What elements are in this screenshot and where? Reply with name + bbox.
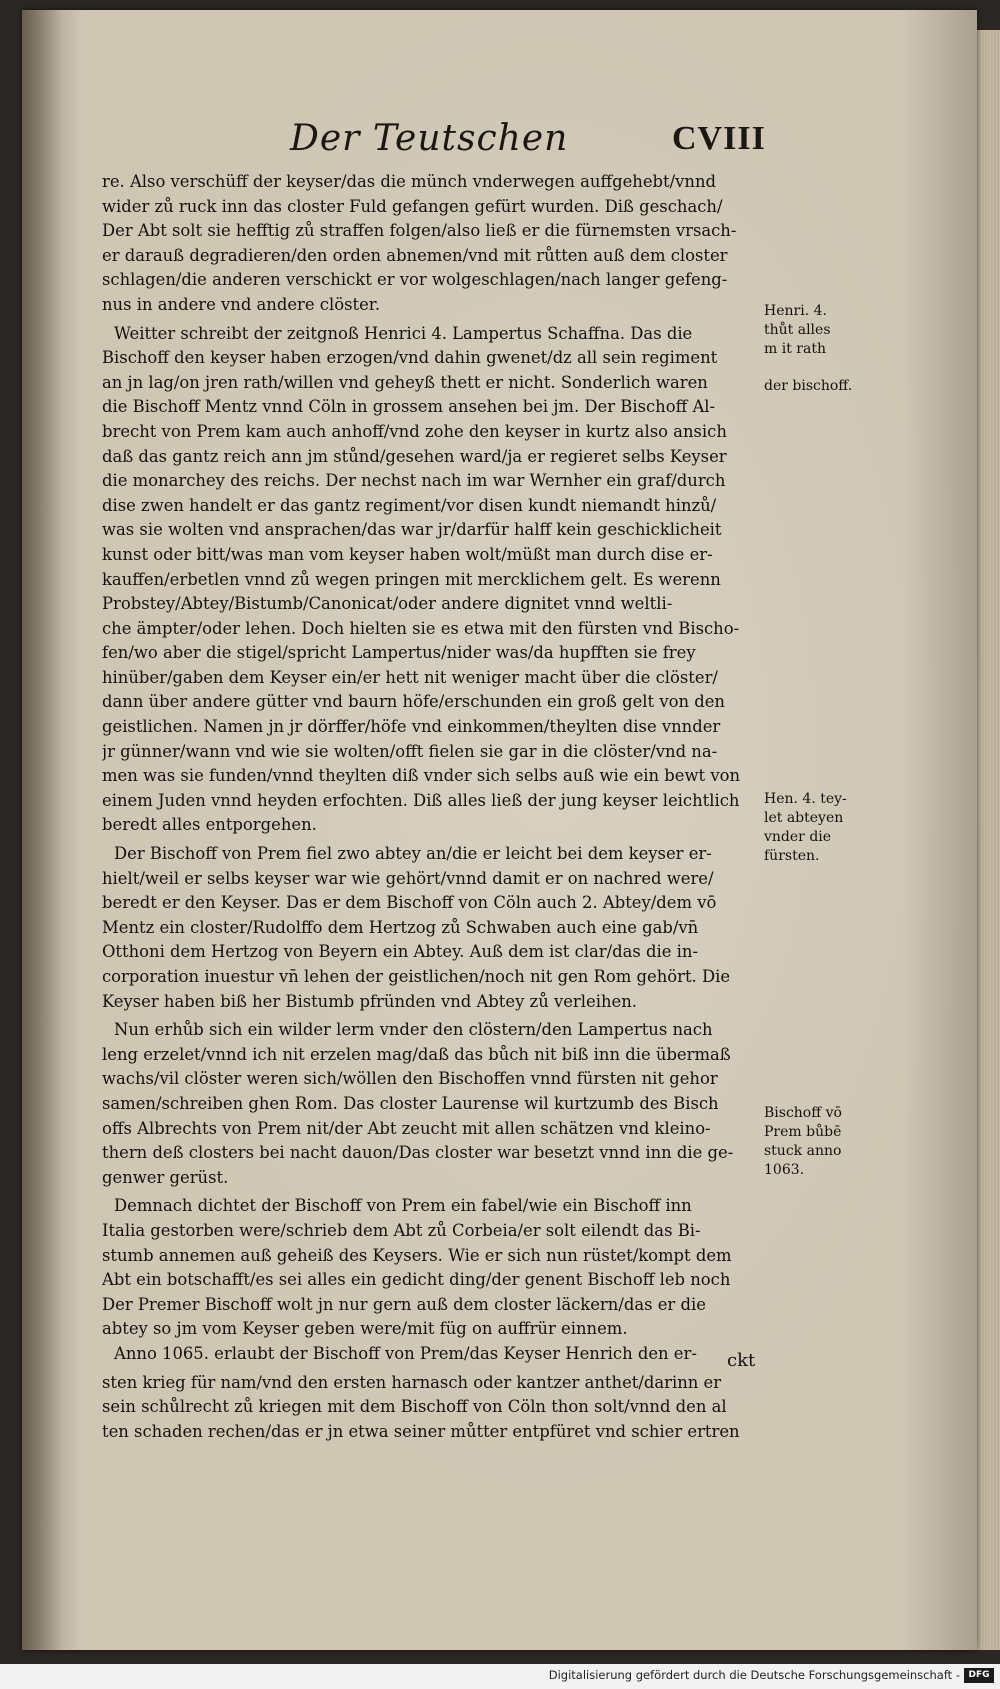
text-line: die Bischoff Mentz vnnd Cöln in grossem ansehen bei jm. Der Bischoff Al- (102, 397, 716, 417)
text-line: samen/schreiben ghen Rom. Das closter Laurense wil kurtzumb des Bisch (102, 1093, 719, 1113)
text-line: er darauß degradieren/den orden abnemen/vnd mit růtten auß dem closter (102, 245, 728, 265)
text-line: Otthoni dem Hertzog von Beyern ein Abtey. Auß dem ist clar/das die in- (102, 942, 699, 962)
main-text-block (102, 170, 762, 1444)
gutter-shadow (22, 10, 62, 1650)
margin-note-line: stuck anno (764, 1143, 842, 1159)
text-line: dann über andere gütter vnd baurn höfe/erschunden ein groß gelt von den (102, 692, 725, 712)
catchword: ckt (727, 1350, 756, 1371)
margin-note-line: thůt alles (764, 322, 831, 338)
text-line: kauffen/erbetlen vnnd zů wegen pringen mit mercklichem gelt. Es werenn (102, 569, 721, 589)
margin-note-bischoff-prem (764, 1104, 874, 1180)
text-line: fen/wo aber die stigel/spricht Lampertus/nider was/da hupfften sie frey (102, 643, 696, 663)
digitization-footer (0, 1664, 1000, 1689)
text-line: Der Abt solt sie hefftig zů straffen folgen/also ließ er die fürnemsten vrsach- (102, 221, 737, 241)
text-line: hielt/weil er selbs keyser war wie gehört/vnnd damit er on nachred were/ (102, 868, 714, 888)
margin-note-line: Hen. 4. tey- (764, 791, 847, 807)
margin-note-line: m it rath (764, 341, 826, 357)
text-line: daß das gantz reich ann jm stůnd/gesehen ward/ja er regieret selbs Keyser (102, 446, 727, 466)
text-line: abtey so jm vom Keyser geben were/mit füg on auffrür einnem. (102, 1319, 628, 1339)
text-line: Mentz ein closter/Rudolffo dem Hertzog zů Schwaben auch eine gab/vn̄ (102, 917, 699, 937)
text-line: brecht von Prem kam auch anhoff/vnd zohe den keyser in kurtz also ansich (102, 421, 727, 441)
book-page (22, 10, 977, 1650)
text-line: ten schaden rechen/das er jn etwa seiner můtter entpfüret vnd schier ertren (102, 1421, 740, 1441)
margin-note-line: Henri. 4. (764, 303, 827, 319)
text-line: sein schůlrecht zů kriegen mit dem Bischoff von Cöln thon solt/vnnd den al (102, 1397, 727, 1417)
text-line: jr günner/wann vnd wie sie wolten/offt fielen sie gar in die clöster/vnd na- (102, 741, 718, 761)
text-line: wider zů ruck inn das closter Fuld gefangen gefürt wurden. Diß geschach/ (102, 196, 723, 216)
margin-note-henri (764, 302, 874, 396)
text-line: thern deß closters bei nacht dauon/Das closter war besetzt vnnd inn die ge- (102, 1143, 734, 1163)
text-line: Keyser haben biß her Bistumb pfründen vnd Abtey zů verleihen. (102, 991, 637, 1011)
margin-note-line: Prem bůbē (764, 1124, 842, 1140)
text-line: re. Also verschüff der keyser/das die münch vnderwegen auffgehebt/vnnd (102, 172, 717, 191)
footer-credit: Digitalisierung gefördert durch die Deutsche Forschungsgemeinschaft - (548, 1668, 960, 1682)
text-line: Italia gestorben were/schrieb dem Abt zů Corbeia/er solt eilendt das Bi- (102, 1220, 701, 1240)
text-line: che ämpter/oder lehen. Doch hielten sie es etwa mit den fürsten vnd Bischo- (102, 618, 740, 638)
text-line: schlagen/die anderen verschickt er vor wolgeschlagen/nach langer gefeng- (102, 270, 728, 290)
book-fore-edge (977, 30, 1000, 1650)
page-header (22, 118, 977, 168)
text-line: Abt ein botschafft/es sei alles ein gedicht ding/der genent Bischoff leb noch (102, 1270, 731, 1290)
margin-note-line: 1063. (764, 1162, 805, 1178)
text-line: Anno 1065. erlaubt der Bischoff von Prem/das Keyser Henrich den er- (114, 1343, 697, 1363)
text-line: Der Bischoff von Prem fiel zwo abtey an/die er leicht bei dem keyser er- (114, 844, 712, 864)
text-line: Weitter schreibt der zeitgnoß Henrici 4. Lampertus Schaffna. Das die (114, 323, 693, 343)
margin-note-line: Bischoff vō (764, 1105, 842, 1121)
text-line: hinüber/gaben dem Keyser ein/er hett nit weniger macht über die clöster/ (102, 667, 718, 687)
margin-note-line: der bischoff. (764, 378, 853, 394)
text-line: Bischoff den keyser haben erzogen/vnd dahin gwenet/dz all sein regiment (102, 348, 718, 368)
text-line: geistlichen. Namen jn jr dörffer/höfe vnd einkommen/theylten dise vnnder (102, 717, 721, 737)
text-line: wachs/vil clöster weren sich/wöllen den Bischoffen vnnd fürsten nit gehor (102, 1069, 718, 1089)
running-title: Der Teutschen (290, 118, 569, 159)
text-line: Der Premer Bischoff wolt jn nur gern auß dem closter läckern/das er die (102, 1294, 706, 1314)
margin-note-line: vnder die (764, 829, 832, 845)
text-line: men was sie funden/vnnd theylten diß vnder sich selbs auß wie ein bewt von (102, 766, 741, 786)
margin-note-line: let abteyen (764, 810, 844, 826)
text-line: nus in andere vnd andere clöster. (102, 294, 381, 314)
text-line: leng erzelet/vnnd ich nit erzelen mag/daß das bůch nit biß inn die übermaß (102, 1044, 731, 1064)
text-line: genwer gerüst. (102, 1167, 229, 1187)
text-line: offs Albrechts von Prem nit/der Abt zeucht mit allen schätzen vnd kleino- (102, 1118, 711, 1138)
text-line: beredt alles entporgehen. (102, 815, 317, 835)
text-line: Demnach dichtet der Bischoff von Prem ein fabel/wie ein Bischoff inn (114, 1196, 692, 1216)
text-line: sten krieg für nam/vnd den ersten harnasch oder kantzer anthet/darinn er (102, 1372, 722, 1392)
text-line: dise zwen handelt er das gantz regiment/vor disen kundt niemandt hinzů/ (102, 495, 717, 515)
text-line: corporation inuestur vn̄ lehen der geistlichen/noch nit gen Rom gehört. Die (102, 967, 731, 986)
text-line: an jn lag/on jren rath/willen vnd geheyß thett er nicht. Sonderlich waren (102, 372, 708, 392)
text-line: stumb annemen auß geheiß des Keysers. Wie er sich nun rüstet/kompt dem (102, 1245, 732, 1265)
text-line: Nun erhůb sich ein wilder lerm vnder den clöstern/den Lampertus nach (114, 1020, 713, 1040)
margin-note-line: fürsten. (764, 848, 820, 864)
text-line: was sie wolten vnd ansprachen/das war jr/darfür halff kein geschicklicheit (102, 520, 722, 540)
text-line: kunst oder bitt/was man vom keyser haben wolt/müßt man durch dise er- (102, 544, 713, 564)
text-line: einem Juden vnnd heyden erfochten. Diß alles ließ der jung keyser leichtlich (102, 790, 740, 810)
text-line: Probstey/Abtey/Bistumb/Canonicat/oder andere dignitet vnnd weltli- (102, 594, 673, 614)
margin-note-abteyen (764, 790, 874, 866)
folio-number: CVIII (672, 120, 766, 157)
text-line: die monarchey des reichs. Der nechst nach im war Wernher ein graf/durch (102, 471, 726, 491)
text-line: beredt er den Keyser. Das er dem Bischoff von Cöln auch 2. Abtey/dem vō (102, 893, 717, 913)
dfg-logo: DFG (964, 1668, 994, 1683)
